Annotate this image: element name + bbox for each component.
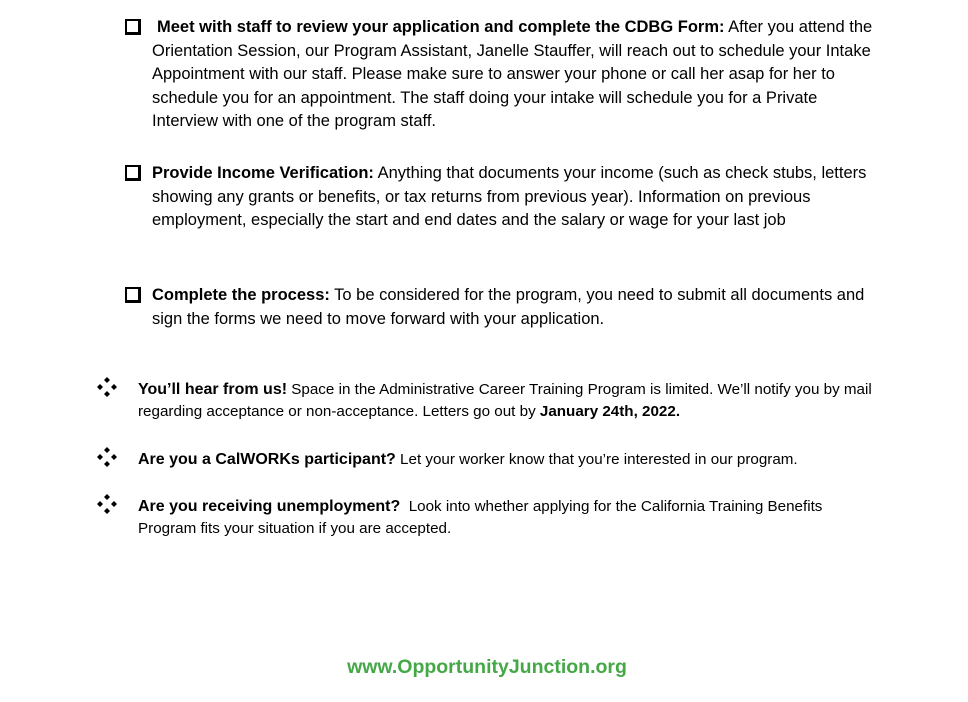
website-link[interactable]: www.OpportunityJunction.org [347, 656, 627, 678]
bullet-item-date: January 24th, 2022. [539, 402, 681, 420]
checklist-item-text [152, 284, 885, 331]
bullet-item-body: Look into whether applying for the California Training Benefits Program fits your situation if you are accepted. [138, 498, 827, 537]
checklist-item-heading: Provide Income Verification: [152, 164, 374, 182]
checklist-item-body: To be considered for the program, you need to submit all documents and sign the forms we need to move forward with your application. [152, 286, 865, 328]
bullet-item-calworks [96, 449, 876, 471]
diamond-bullet-icon [96, 376, 118, 398]
bullet-item-text [138, 496, 876, 539]
bullet-item-body: Space in the Administrative Career Training Program is limited. We’ll notify you by mail regarding acceptance or non-acceptance. Letters go out by [138, 381, 872, 420]
bullet-item-lead: Are you a CalWORKs participant? [138, 451, 396, 468]
checklist-item-heading: Complete the process: [152, 286, 330, 304]
bullet-item-hear-from-us [96, 379, 876, 422]
checklist-item-body: Anything that documents your income (such as check stubs, letters showing any grants or benefits, or tax returns from previous year). Information on previous employment, especially the start and end dates and the salary or wage for your last job [152, 164, 867, 229]
checkbox-icon[interactable] [125, 19, 141, 35]
checkbox-icon[interactable] [125, 287, 141, 303]
checkbox-icon[interactable] [125, 165, 141, 181]
bullet-item-body: Let your worker know that you’re interested in our program. [395, 451, 798, 468]
checklist-item-text [152, 16, 885, 134]
checklist-item-income [125, 162, 885, 233]
bullet-item-text [138, 379, 876, 422]
checklist-item-complete [125, 284, 885, 331]
bullet-item-unemployment [96, 496, 876, 539]
diamond-bullet-icon [96, 493, 118, 515]
diamond-bullet-icon [96, 446, 118, 468]
checklist-item-body: After you attend the Orientation Session, our Program Assistant, Janelle Stauffer, will reach out to schedule your Intake Appointment with our staff. Please make sure to answer your phone or call her asap for her to schedule you for an appointment. The staff doing your intake will schedule you for a Private Interview with one of the program staff. [152, 18, 873, 130]
bullet-item-text [138, 449, 876, 471]
bullet-item-lead: You’ll hear from us! [138, 381, 288, 398]
checklist-item-intake [125, 16, 885, 134]
checklist-item-heading: Meet with staff to review your application and complete the CDBG Form: [157, 18, 725, 36]
bullet-item-lead: Are you receiving unemployment? [138, 498, 401, 515]
checklist-item-text [152, 162, 885, 233]
